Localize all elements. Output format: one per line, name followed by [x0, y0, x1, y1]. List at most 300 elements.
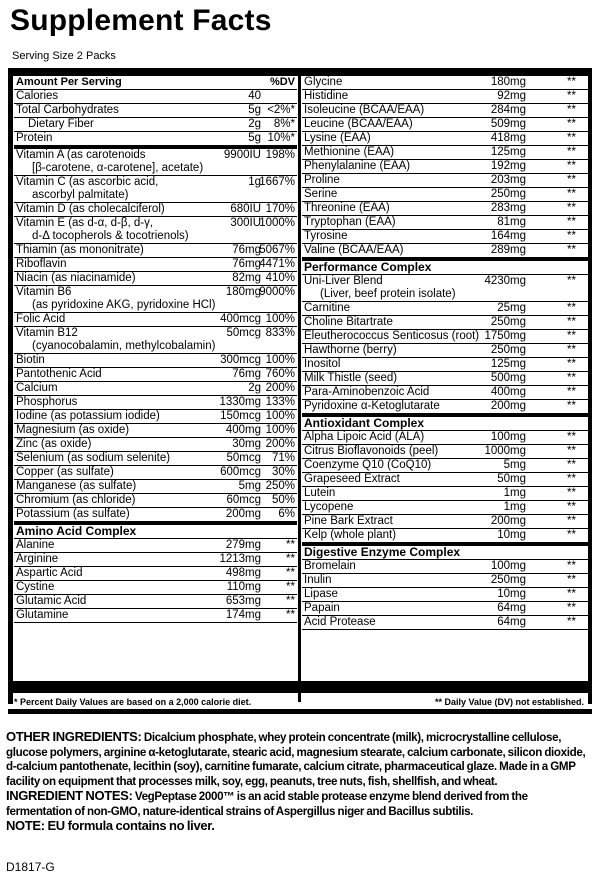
- nutrient-name: Selenium (as sodium selenite): [16, 452, 171, 464]
- performance-row: [302, 386, 588, 400]
- nutrient-amount: 64mg: [497, 602, 526, 614]
- footnote-dv-not-established: ** Daily Value (DV) not established.: [434, 697, 584, 707]
- nutrient-row: [14, 424, 297, 438]
- nutrient-row: [14, 149, 297, 176]
- nutrient-dv: **: [567, 501, 576, 513]
- performance-row: [302, 372, 588, 386]
- nutrient-name: Inulin: [304, 574, 332, 586]
- nutrient-name: Vitamin E (as d-α, d-β, d-γ,: [16, 217, 154, 229]
- nutrient-amount: 400mcg: [220, 313, 261, 325]
- nutrient-dv: **: [286, 581, 295, 593]
- nutrient-name: Arginine: [16, 553, 59, 565]
- nutrient-name: Riboflavin: [16, 258, 67, 270]
- digestive-row: [302, 602, 588, 616]
- nutrient-amount: 1000mg: [484, 445, 526, 457]
- nutrient-amount: 418mg: [490, 132, 526, 144]
- antioxidant-row: [302, 445, 588, 459]
- nutrient-amount: 250mg: [490, 344, 526, 356]
- nutrient-amount: 125mg: [490, 146, 526, 158]
- nutrient-dv: **: [567, 616, 576, 628]
- nutrient-name: Vitamin D (as cholecalciferol): [16, 203, 165, 215]
- nutrient-dv: **: [567, 230, 576, 242]
- nutrient-amount: 1213mg: [219, 553, 261, 565]
- nutrient-name: Grapeseed Extract: [304, 473, 400, 485]
- nutrient-amount: 200mg: [490, 400, 526, 412]
- nutrient-dv: **: [567, 400, 576, 412]
- column-divider: [298, 76, 301, 702]
- performance-row: [302, 344, 588, 358]
- nutrient-amount: 9900IU: [223, 149, 261, 161]
- serving-size: Serving Size 2 Packs: [12, 50, 116, 62]
- nutrient-dv: 10%*: [267, 132, 295, 144]
- performance-row: [302, 358, 588, 372]
- other-ingredients: [6, 730, 592, 789]
- left-frame: [8, 68, 13, 704]
- antioxidant-list: [302, 431, 588, 546]
- nutrient-name: Tryptophan (EAA): [304, 216, 396, 228]
- nutrient-name: Serine: [304, 188, 338, 200]
- nutrient-name: Citrus Bioflavonoids (peel): [304, 445, 439, 457]
- nutrient-name: Manganese (as sulfate): [16, 480, 137, 492]
- nutrient-name: Pantothenic Acid: [16, 368, 102, 380]
- performance-row: [302, 302, 588, 316]
- performance-list: [302, 275, 588, 417]
- nutrient-dv: **: [567, 244, 576, 256]
- nutrient-dv: **: [567, 275, 576, 287]
- nutrient-amount: 50mcg: [226, 327, 261, 339]
- nutrient-name: Hawthorne (berry): [304, 344, 397, 356]
- nutrient-amount: 10mg: [497, 588, 526, 600]
- amino-row: [302, 230, 588, 244]
- nutrient-name: Threonine (EAA): [304, 202, 390, 214]
- amino-row: [302, 118, 588, 132]
- nutrient-amount: 200mg: [490, 515, 526, 527]
- nutrient-name: Kelp (whole plant): [304, 529, 397, 541]
- nutrient-amount: 200mg: [225, 508, 261, 520]
- nutrient-name-detail: d-Δ tocopherols & tocotrienols): [32, 230, 189, 242]
- nutrient-dv: **: [567, 216, 576, 228]
- nutrient-dv: 100%: [265, 410, 295, 422]
- amino-continued-list: [302, 76, 588, 261]
- nutrient-amount: 250mg: [490, 316, 526, 328]
- nutrient-dv: 410%: [265, 272, 295, 284]
- nutrient-dv: **: [567, 358, 576, 370]
- nutrient-dv: **: [286, 553, 295, 565]
- table-header: [14, 76, 297, 90]
- nutrient-dv: **: [567, 529, 576, 541]
- amino-row: [302, 188, 588, 202]
- nutrient-amount: 4230mg: [484, 275, 526, 287]
- nutrient-dv: **: [567, 344, 576, 356]
- nutrient-dv: 133%: [265, 396, 295, 408]
- nutrient-row: [14, 410, 297, 424]
- antioxidant-row: [302, 501, 588, 515]
- nutrient-dv: 833%: [265, 327, 295, 339]
- left-column: [14, 76, 297, 700]
- nutrient-amount: 400mg: [225, 424, 261, 436]
- nutrient-dv: **: [567, 202, 576, 214]
- digestive-row: [302, 574, 588, 588]
- nutrient-name-detail: ascorbyl palmitate): [32, 189, 129, 201]
- nutrient-amount: 81mg: [497, 216, 526, 228]
- nutrient-name: Choline Bitartrate: [304, 316, 393, 328]
- ingredient-notes-text: VegPeptase 2000™ is an acid stable protease enzyme blend derived from the fermentation of non-GMO, nature-identical strains of Aspergillus niger and Bacillus subtilis.: [6, 790, 528, 818]
- nutrient-amount: 680IU: [230, 203, 261, 215]
- nutrient-dv: **: [567, 602, 576, 614]
- nutrient-amount: 10mg: [497, 529, 526, 541]
- amino-section-title: [14, 525, 297, 539]
- bottom-rule: [8, 681, 592, 693]
- nutrient-name: Acid Protease: [304, 616, 376, 628]
- nutrient-amount: 60mcg: [226, 494, 261, 506]
- nutrient-dv: **: [567, 146, 576, 158]
- nutrient-dv: **: [286, 595, 295, 607]
- antioxidant-section-title: [302, 417, 588, 431]
- nutrient-amount: 1g: [248, 176, 261, 188]
- nutrient-amount: 600mcg: [220, 466, 261, 478]
- nutrient-amount: 174mg: [225, 609, 261, 621]
- amino-row: [14, 567, 297, 581]
- nutrient-amount: 50mcg: [226, 452, 261, 464]
- antioxidant-row: [302, 473, 588, 487]
- nutrient-amount: 509mg: [490, 118, 526, 130]
- nutrient-name: Bromelain: [304, 560, 356, 572]
- nutrient-name: Inositol: [304, 358, 341, 370]
- nutrient-list: [14, 90, 297, 525]
- nutrient-amount: 283mg: [490, 202, 526, 214]
- nutrient-dv: **: [567, 174, 576, 186]
- performance-section-title: [302, 261, 588, 275]
- nutrient-name: Lipase: [304, 588, 338, 600]
- nutrient-dv: 200%: [265, 438, 295, 450]
- other-ingredients-label: OTHER INGREDIENTS:: [6, 729, 142, 744]
- dv-header: %DV: [269, 76, 295, 88]
- nutrient-row: [14, 132, 297, 149]
- nutrient-amount: 100mg: [490, 431, 526, 443]
- performance-title-text: Performance Complex: [304, 260, 432, 274]
- panel-title: Supplement Facts: [10, 4, 272, 37]
- antioxidant-row: [302, 431, 588, 445]
- nutrient-dv: 100%: [265, 424, 295, 436]
- nutrient-row: [14, 466, 297, 480]
- nutrient-dv: **: [567, 76, 576, 88]
- nutrient-dv: 8%*: [273, 118, 295, 130]
- nutrient-name: Phosphorus: [16, 396, 78, 408]
- nutrient-amount: 250mg: [490, 574, 526, 586]
- nutrient-name: Iodine (as potassium iodide): [16, 410, 160, 422]
- nutrient-row: [14, 258, 297, 272]
- amino-row: [302, 104, 588, 118]
- nutrient-amount: 125mg: [490, 358, 526, 370]
- nutrient-amount: 400mg: [490, 386, 526, 398]
- nutrient-amount: 1330mg: [219, 396, 261, 408]
- ingredient-notes-label: INGREDIENT NOTES:: [6, 788, 133, 803]
- nutrient-name: Folic Acid: [16, 313, 66, 325]
- nutrient-dv: **: [567, 431, 576, 443]
- nutrient-row: [14, 203, 297, 217]
- amino-row: [302, 202, 588, 216]
- nutrient-amount: 30mg: [232, 438, 261, 450]
- nutrient-dv: 170%: [265, 203, 295, 215]
- nutrient-name: Protein: [16, 132, 53, 144]
- nutrient-name: Phenylalanine (EAA): [304, 160, 411, 172]
- eu-note-text: NOTE: EU formula contains no liver.: [6, 818, 215, 833]
- nutrient-name: Total Carbohydrates: [16, 104, 119, 116]
- performance-row: [302, 400, 588, 417]
- nutrient-name: Vitamin B12: [16, 327, 78, 339]
- nutrient-row: [14, 368, 297, 382]
- nutrient-dv: **: [286, 567, 295, 579]
- nutrient-dv: **: [567, 132, 576, 144]
- bottom-frame: [8, 709, 592, 714]
- footnote-percent-dv: * Percent Daily Values are based on a 2,000 calorie diet.: [14, 697, 252, 707]
- nutrient-dv: **: [567, 330, 576, 342]
- nutrient-name: Vitamin C (as ascorbic acid,: [16, 176, 159, 188]
- nutrient-amount: 1mg: [503, 501, 526, 513]
- nutrient-amount: 76mg: [232, 244, 261, 256]
- nutrient-amount: 300mcg: [220, 354, 261, 366]
- nutrient-name: Tyrosine: [304, 230, 348, 242]
- nutrient-dv: 198%: [265, 149, 295, 161]
- nutrient-row: [14, 354, 297, 368]
- nutrient-amount: 2g: [248, 118, 261, 130]
- nutrient-name: Niacin (as niacinamide): [16, 272, 136, 284]
- nutrient-dv: **: [567, 386, 576, 398]
- nutrient-dv: 100%: [265, 313, 295, 325]
- nutrient-dv: **: [567, 574, 576, 586]
- nutrient-amount: 284mg: [490, 104, 526, 116]
- nutrient-dv: 71%: [271, 452, 295, 464]
- nutrient-name: Magnesium (as oxide): [16, 424, 130, 436]
- nutrient-name: Milk Thistle (seed): [304, 372, 398, 384]
- nutrient-row: [14, 382, 297, 396]
- nutrient-row: [14, 327, 297, 354]
- nutrient-amount: 150mcg: [220, 410, 261, 422]
- nutrient-name-detail: [β-carotene, α-carotene], acetate): [32, 162, 204, 174]
- top-rule: [8, 68, 592, 76]
- nutrient-dv: **: [567, 188, 576, 200]
- nutrient-row: [14, 176, 297, 203]
- nutrient-dv: **: [567, 90, 576, 102]
- amino-row: [302, 244, 588, 261]
- nutrient-name: Biotin: [16, 354, 45, 366]
- nutrient-dv: **: [286, 539, 295, 551]
- nutrient-name-detail: (Liver, beef protein isolate): [320, 288, 456, 300]
- nutrient-name: Vitamin A (as carotenoids: [16, 149, 146, 161]
- antioxidant-title-text: Antioxidant Complex: [304, 416, 425, 430]
- nutrient-name-detail: (as pyridoxine AKG, pyridoxine HCl): [32, 299, 216, 311]
- amount-per-serving-label: Amount Per Serving: [16, 76, 122, 88]
- nutrient-name: Histidine: [304, 90, 349, 102]
- nutrient-dv: <2%*: [267, 104, 295, 116]
- nutrient-amount: 203mg: [490, 174, 526, 186]
- nutrient-dv: **: [567, 515, 576, 527]
- nutrient-name: Chromium (as chloride): [16, 494, 136, 506]
- nutrient-amount: 180mg: [225, 286, 261, 298]
- nutrient-row: [14, 90, 297, 104]
- nutrient-row: [14, 244, 297, 258]
- nutrient-name: Methionine (EAA): [304, 146, 395, 158]
- nutrient-name: Copper (as sulfate): [16, 466, 114, 478]
- digestive-row: [302, 588, 588, 602]
- nutrient-row: [14, 494, 297, 508]
- performance-row: [302, 275, 588, 302]
- nutrient-amount: 192mg: [490, 160, 526, 172]
- nutrient-name: Coenzyme Q10 (CoQ10): [304, 459, 432, 471]
- amino-row: [302, 90, 588, 104]
- nutrient-dv: **: [567, 372, 576, 384]
- nutrient-name: Eleutherococcus Senticosus (root): [304, 330, 480, 342]
- amino-row: [302, 216, 588, 230]
- amino-row: [14, 609, 297, 623]
- nutrient-dv: 1000%: [259, 217, 295, 229]
- nutrient-dv: 9000%: [259, 286, 295, 298]
- nutrient-name: Aspartic Acid: [16, 567, 83, 579]
- nutrient-dv: **: [567, 459, 576, 471]
- amino-row: [302, 174, 588, 188]
- nutrient-dv: **: [567, 118, 576, 130]
- product-code: D1817-G: [6, 860, 55, 874]
- nutrient-name: Zinc (as oxide): [16, 438, 92, 450]
- nutrient-row: [14, 286, 297, 313]
- nutrient-row: [14, 508, 297, 525]
- nutrient-row: [14, 313, 297, 327]
- nutrient-row: [14, 452, 297, 466]
- nutrient-name: Cystine: [16, 581, 55, 593]
- nutrient-amount: 653mg: [225, 595, 261, 607]
- nutrient-name: Papain: [304, 602, 340, 614]
- nutrient-amount: 279mg: [225, 539, 261, 551]
- nutrient-name: Isoleucine (BCAA/EAA): [304, 104, 425, 116]
- nutrient-amount: 64mg: [497, 616, 526, 628]
- nutrient-dv: **: [567, 560, 576, 572]
- nutrient-dv: 250%: [265, 480, 295, 492]
- nutrient-name: Lutein: [304, 487, 336, 499]
- amino-row: [302, 132, 588, 146]
- ingredients-block: [6, 730, 592, 835]
- nutrient-name: Leucine (BCAA/EAA): [304, 118, 413, 130]
- nutrient-dv: **: [567, 588, 576, 600]
- nutrient-name: Pine Bark Extract: [304, 515, 393, 527]
- nutrient-amount: 1mg: [503, 487, 526, 499]
- nutrient-amount: 76mg: [232, 258, 261, 270]
- nutrient-dv: 760%: [265, 368, 295, 380]
- nutrient-row: [14, 396, 297, 410]
- nutrient-amount: 25mg: [497, 302, 526, 314]
- amino-row: [14, 595, 297, 609]
- amino-row: [14, 539, 297, 553]
- nutrient-name: Dietary Fiber: [28, 118, 94, 130]
- nutrient-dv: **: [567, 160, 576, 172]
- nutrient-name: Proline: [304, 174, 340, 186]
- nutrient-amount: 76mg: [232, 368, 261, 380]
- digestive-title-text: Digestive Enzyme Complex: [304, 545, 461, 559]
- nutrient-dv: **: [286, 609, 295, 621]
- nutrient-dv: **: [567, 445, 576, 457]
- nutrient-dv: 200%: [265, 382, 295, 394]
- nutrient-row: [14, 480, 297, 494]
- nutrient-amount: 5mg: [503, 459, 526, 471]
- nutrient-amount: 82mg: [232, 272, 261, 284]
- nutrient-dv: **: [567, 316, 576, 328]
- nutrient-dv: **: [567, 473, 576, 485]
- nutrient-dv: 5067%: [259, 244, 295, 256]
- amino-row: [14, 553, 297, 567]
- antioxidant-row: [302, 459, 588, 473]
- antioxidant-row: [302, 515, 588, 529]
- nutrient-dv: **: [567, 487, 576, 499]
- nutrient-name: Glutamine: [16, 609, 69, 621]
- nutrient-row: [14, 104, 297, 118]
- digestive-row: [302, 560, 588, 574]
- nutrient-dv: 50%: [271, 494, 295, 506]
- nutrient-name-detail: (cyanocobalamin, methylcobalamin): [32, 340, 216, 352]
- nutrient-dv: 30%: [271, 466, 295, 478]
- nutrient-dv: 1667%: [259, 176, 295, 188]
- nutrient-name: Alanine: [16, 539, 55, 551]
- antioxidant-row: [302, 529, 588, 546]
- performance-row: [302, 316, 588, 330]
- nutrient-amount: 289mg: [490, 244, 526, 256]
- digestive-row: [302, 616, 588, 630]
- nutrient-name: Thiamin (as mononitrate): [16, 244, 144, 256]
- nutrient-name: Potassium (as sulfate): [16, 508, 130, 520]
- nutrient-amount: 250mg: [490, 188, 526, 200]
- right-frame: [588, 68, 592, 704]
- amino-row: [302, 160, 588, 174]
- antioxidant-row: [302, 487, 588, 501]
- nutrient-amount: 92mg: [497, 90, 526, 102]
- nutrient-amount: 2g: [248, 382, 261, 394]
- nutrient-amount: 5mg: [238, 480, 261, 492]
- nutrient-name: Carnitine: [304, 302, 351, 314]
- nutrient-amount: 5g: [248, 104, 261, 116]
- nutrient-amount: 110mg: [226, 581, 261, 593]
- nutrient-amount: 5g: [248, 132, 261, 144]
- amino-row: [302, 76, 588, 90]
- nutrient-name: Uni-Liver Blend: [304, 275, 383, 287]
- eu-note: [6, 819, 592, 835]
- nutrient-name: Glycine: [304, 76, 343, 88]
- nutrient-dv: 6%: [278, 508, 295, 520]
- amino-row: [14, 581, 297, 595]
- nutrient-dv: 100%: [265, 354, 295, 366]
- nutrient-name: Para-Aminobenzoic Acid: [304, 386, 430, 398]
- nutrient-amount: 300IU: [230, 217, 261, 229]
- nutrient-amount: 498mg: [225, 567, 261, 579]
- nutrient-name: Pyridoxine α-Ketoglutarate: [304, 400, 440, 412]
- nutrient-name: Lysine (EAA): [304, 132, 371, 144]
- performance-row: [302, 330, 588, 344]
- nutrient-amount: 50mg: [497, 473, 526, 485]
- other-ingredients-text: Dicalcium phosphate, whey protein concentrate (milk), microcrystalline cellulose, glucose polymers, arginine α-ketoglutarate, stearic acid, magnesium stearate, calcium carbonate, silicon dioxide, d-calcium pantothenate, lecithin (soy), carnitine fumarate, calcium citrate, pharmaceutical glaze. Made in a GMP facility on equipment that processes milk, soy, egg, peanuts, tree nuts, fish, shellfish, and wheat.: [6, 731, 586, 788]
- nutrient-name: Lycopene: [304, 501, 354, 513]
- nutrient-name: Glutamic Acid: [16, 595, 87, 607]
- nutrient-amount: 164mg: [490, 230, 526, 242]
- nutrient-row: [14, 272, 297, 286]
- nutrient-name: Calcium: [16, 382, 58, 394]
- nutrient-name: Valine (BCAA/EAA): [304, 244, 404, 256]
- nutrient-name: Vitamin B6: [16, 286, 72, 298]
- nutrient-name: Calories: [16, 90, 59, 102]
- nutrient-row: [14, 438, 297, 452]
- nutrient-amount: 40: [248, 90, 261, 102]
- nutrient-amount: 180mg: [490, 76, 526, 88]
- amino-list: [14, 539, 297, 623]
- nutrient-dv: 4471%: [259, 258, 295, 270]
- nutrient-amount: 500mg: [490, 372, 526, 384]
- nutrient-amount: 1750mg: [484, 330, 526, 342]
